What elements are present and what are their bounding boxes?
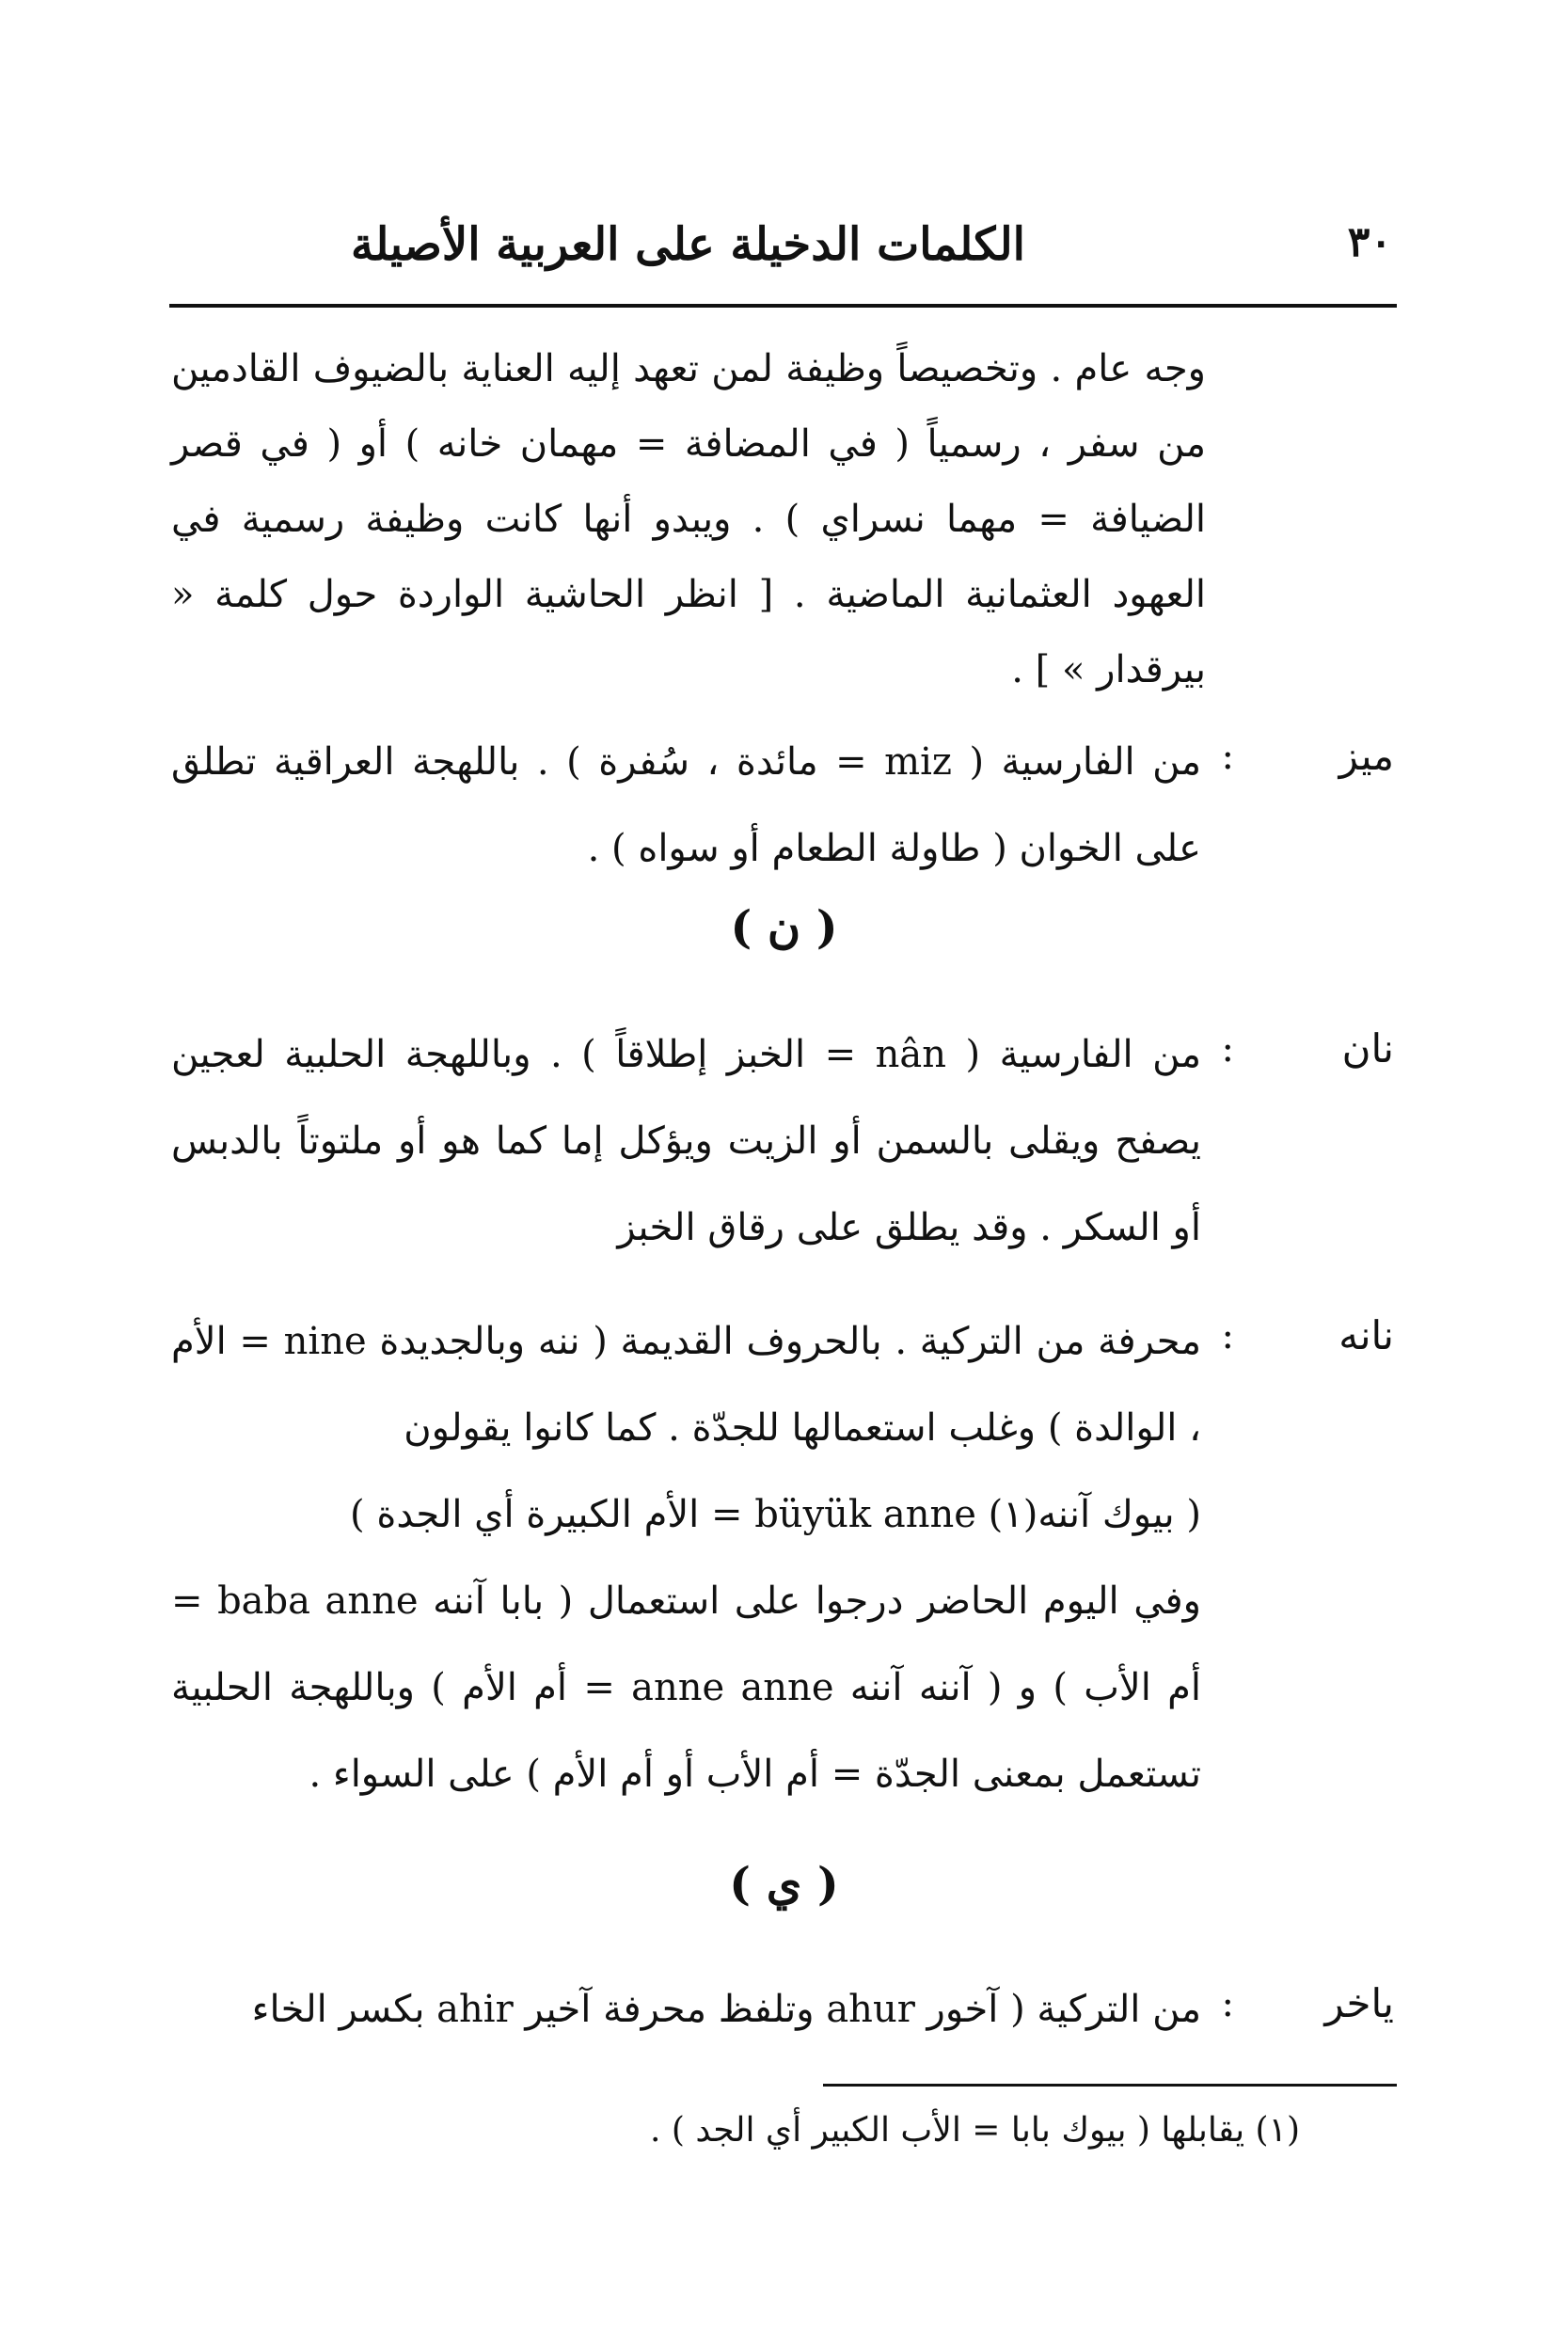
page-number: ٣٠ [1347,218,1392,266]
running-title: الكلمات الدخيلة على العربية الأصيلة [351,218,1025,271]
entry-colon: : [1221,735,1234,778]
definition-line: محرفة من التركية . بالحروف القديمة ( ننه وبالجديدة nine = الأم ، الوالدة ) وغلب استعمالها للجدّة . كما كانوا يقولون [171,1320,1201,1450]
entry-colon: : [1221,1027,1234,1071]
entry-definition: من التركية ( آخور ahur وتلفظ محرفة آخير ahir بكسر الخاء [251,1988,1201,2031]
definition-line: وفي اليوم الحاضر درجوا على استعمال ( بابا آننه baba anne = أم الأب ) و ( آننه آننه anne anne = أم الأم ) وباللهجة الحلبية تستعمل بمعنى الجدّة = أم الأب أو أم الأم ) على السواء . [171,1579,1201,1796]
entry-colon: : [1221,1982,1234,2025]
footnote: (١) يقابلها ( بيوك بابا = الأب الكبير أي الجد ) . [650,2111,1300,2150]
entry-definition: من الفارسية ( miz = مائدة ، سُفرة ) . باللهجة العراقية تطلق على الخوان ( طاولة الطعام أو سواه ) . [171,740,1201,870]
definition-line: ( بيوك آننه(١) büyük anne = الأم الكبيرة أي الجدة ) [350,1493,1201,1536]
entry-term: نان [1341,1025,1394,1071]
entry-definition: من الفارسية ( nân = الخبز إطلاقاً ) . وباللهجة الحلبية لعجين يصفح ويقلى بالسمن أو الزيت ويؤكل إما كما هو أو ملتوتاً بالدبس أو السكر . وقد يطلق على رقاق الخبز [171,1033,1201,1249]
continued-paragraph: وجه عام . وتخصيصاً وظيفة لمن تعهد إليه العناية بالضيوف القادمين من سفر ، رسمياً ( في المضافة = مهمان خانه ) أو ( في قصر الضيافة = مهما نسراي ) . ويبدو أنها كانت وظيفة رسمية في العهود العثمانية الماضية . [ انظر الحاشية الواردة حول كلمة « بيرقدار » ] . [171,347,1206,691]
footnote-rule [823,2084,1397,2087]
entry-term: نانه [1338,1312,1394,1358]
entry-term: ميز [1338,733,1394,779]
entry-definition [171,1298,1201,1817]
header-rule [169,304,1397,308]
entry-term: ياخر [1324,1980,1394,2026]
page-header [169,218,1392,275]
section-heading-nun: ( ن ) [730,901,838,954]
entry-colon: : [1221,1314,1234,1357]
section-heading-ya: ( ي ) [729,1858,839,1911]
